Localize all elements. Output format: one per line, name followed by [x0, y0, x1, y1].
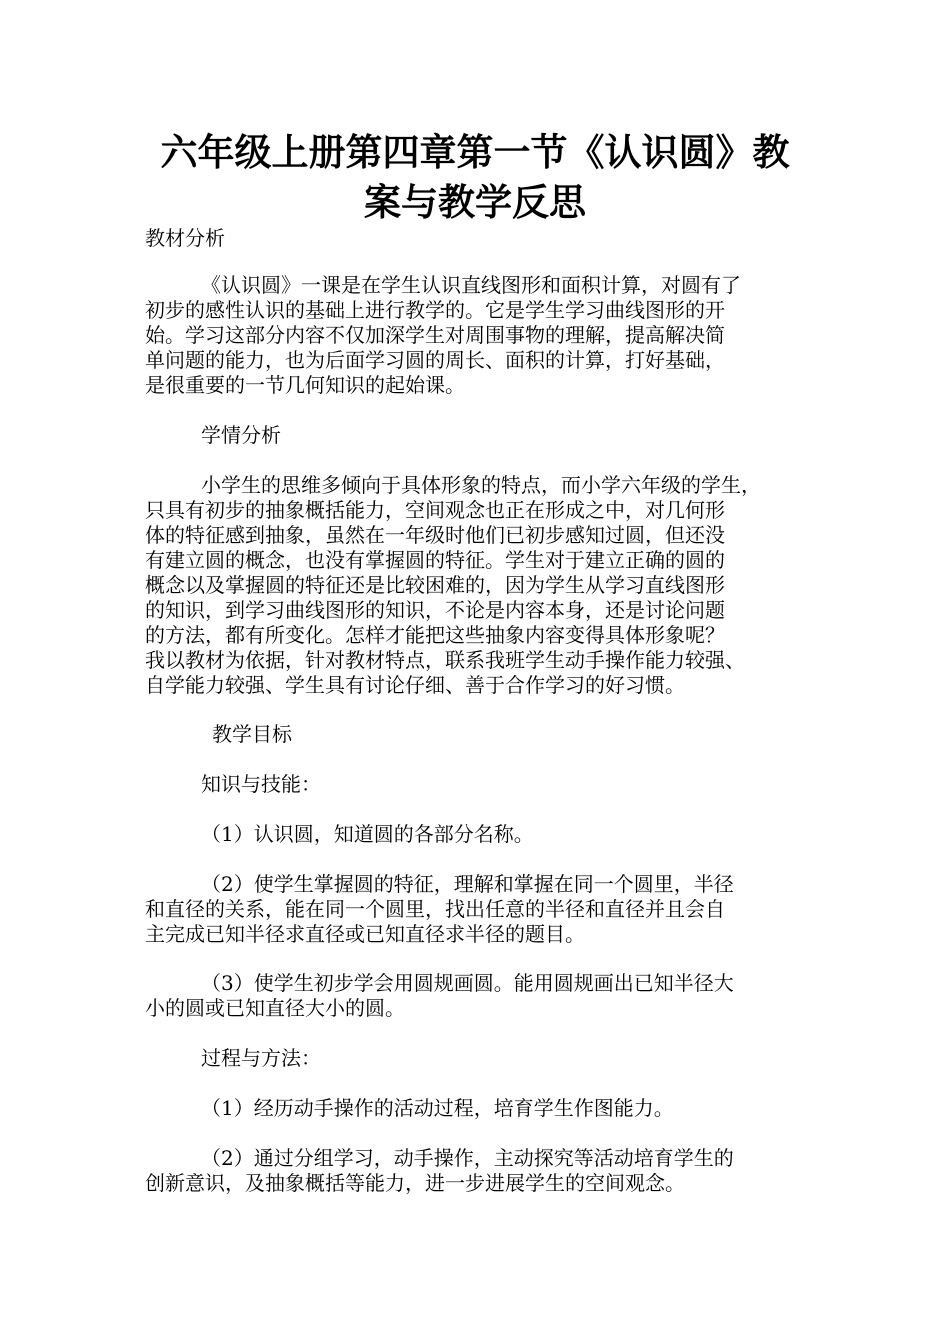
knowledge-item-3-line: 小的圆或已知直径大小的圆。: [145, 996, 405, 1020]
process-item-1: （1）经历动手操作的活动过程，培育学生作图能力。: [201, 1096, 674, 1120]
student-analysis-heading: 学情分析: [201, 423, 281, 447]
student-analysis-line: 只具有初步的抽象概括能力，空间观念也正在形成之中，对几何形: [145, 498, 725, 522]
process-methods-heading: 过程与方法：: [201, 1046, 321, 1070]
teaching-goals-heading: 教学目标: [212, 722, 292, 746]
textbook-analysis-line: 是很重要的一节几何知识的起始课。: [145, 373, 465, 397]
student-analysis-line: 的方法，都有所变化。怎样才能把这些抽象内容变得具体形象呢？: [145, 623, 725, 647]
title-line-1: 六年级上册第四章第一节《认识圆》教: [160, 130, 790, 174]
knowledge-item-3-line: （3）使学生初步学会用圆规画圆。能用圆规画出已知半径大: [201, 971, 734, 995]
textbook-analysis-line: 初步的感性认识的基础上进行教学的。它是学生学习曲线图形的开: [145, 298, 725, 322]
process-item-2-line: 创新意识，及抽象概括等能力，进一步进展学生的空间观念。: [145, 1171, 685, 1195]
textbook-analysis-heading: 教材分析: [145, 226, 225, 250]
knowledge-item-1: （1）认识圆，知道圆的各部分名称。: [201, 822, 534, 846]
textbook-analysis-line: 始。学习这部分内容不仅加深学生对周围事物的理解，提高解决简: [145, 323, 725, 347]
document-title: [120, 127, 830, 227]
textbook-analysis-line: 单问题的能力，也为后面学习圆的周长、面积的计算，打好基础，: [145, 348, 725, 372]
knowledge-skills-heading: 知识与技能：: [201, 772, 321, 796]
student-analysis-line: 自学能力较强、学生具有讨论仔细、善于合作学习的好习惯。: [145, 673, 685, 697]
title-line-2: 案与教学反思: [364, 180, 586, 224]
student-analysis-line: 小学生的思维多倾向于具体形象的特点，而小学六年级的学生，: [201, 473, 761, 497]
student-analysis-line: 概念以及掌握圆的特征还是比较困难的，因为学生从学习直线图形: [145, 573, 725, 597]
process-item-2-line: （2）通过分组学习，动手操作，主动探究等活动培育学生的: [201, 1146, 734, 1170]
student-analysis-line: 有建立圆的概念，也没有掌握圆的特征。学生对于建立正确的圆的: [145, 548, 725, 572]
student-analysis-line: 体的特征感到抽象，虽然在一年级时他们已初步感知过圆，但还没: [145, 523, 725, 547]
knowledge-item-2-line: 主完成已知半径求直径或已知直径求半径的题目。: [145, 922, 585, 946]
textbook-analysis-line: 《认识圆》一课是在学生认识直线图形和面积计算，对圆有了: [201, 273, 741, 297]
knowledge-item-2-line: （2）使学生掌握圆的特征，理解和掌握在同一个圆里，半径: [201, 872, 734, 896]
student-analysis-line: 的知识，到学习曲线图形的知识，不论是内容本身，还是讨论问题: [145, 598, 725, 622]
knowledge-item-2-line: 和直径的关系，能在同一个圆里，找出任意的半径和直径并且会自: [145, 897, 725, 921]
student-analysis-line: 我以教材为依据，针对教材特点，联系我班学生动手操作能力较强、: [145, 648, 745, 672]
